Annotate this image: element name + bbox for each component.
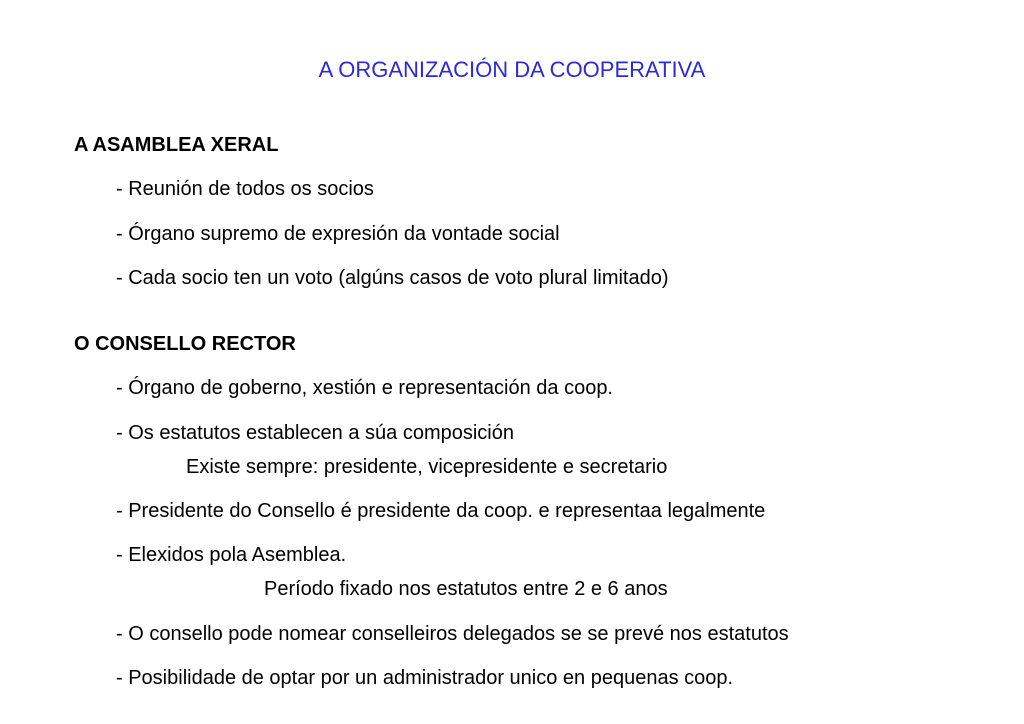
consello-item-1: - Órgano de goberno, xestión e representación da coop. xyxy=(116,377,613,399)
consello-item-5: - O consello pode nomear conselleiros delegados se se prevé nos estatutos xyxy=(116,623,789,645)
consello-item-3: - Presidente do Consello é presidente da coop. e representaa legalmente xyxy=(116,500,766,522)
asamblea-item-2: - Órgano supremo de expresión da vontade social xyxy=(116,223,560,245)
asamblea-item-3: - Cada socio ten un voto (algúns casos de voto plural limitado) xyxy=(116,267,669,289)
section-heading-consello: O CONSELLO RECTOR xyxy=(74,333,296,355)
asamblea-item-1: - Reunión de todos os socios xyxy=(116,178,374,200)
page-title: A ORGANIZACIÓN DA COOPERATIVA xyxy=(318,57,706,82)
consello-item-6: - Posibilidade de optar por un administrador unico en pequenas coop. xyxy=(116,667,734,689)
consello-item-2: - Os estatutos establecen a súa composición xyxy=(116,422,514,444)
consello-subline-period: Período fixado nos estatutos entre 2 e 6 anos xyxy=(264,578,668,600)
consello-item-4: - Elexidos pola Asemblea. xyxy=(116,544,347,566)
section-heading-asamblea: A ASAMBLEA XERAL xyxy=(74,134,279,156)
consello-subline-composition: Existe sempre: presidente, vicepresidente e secretario xyxy=(186,456,668,478)
